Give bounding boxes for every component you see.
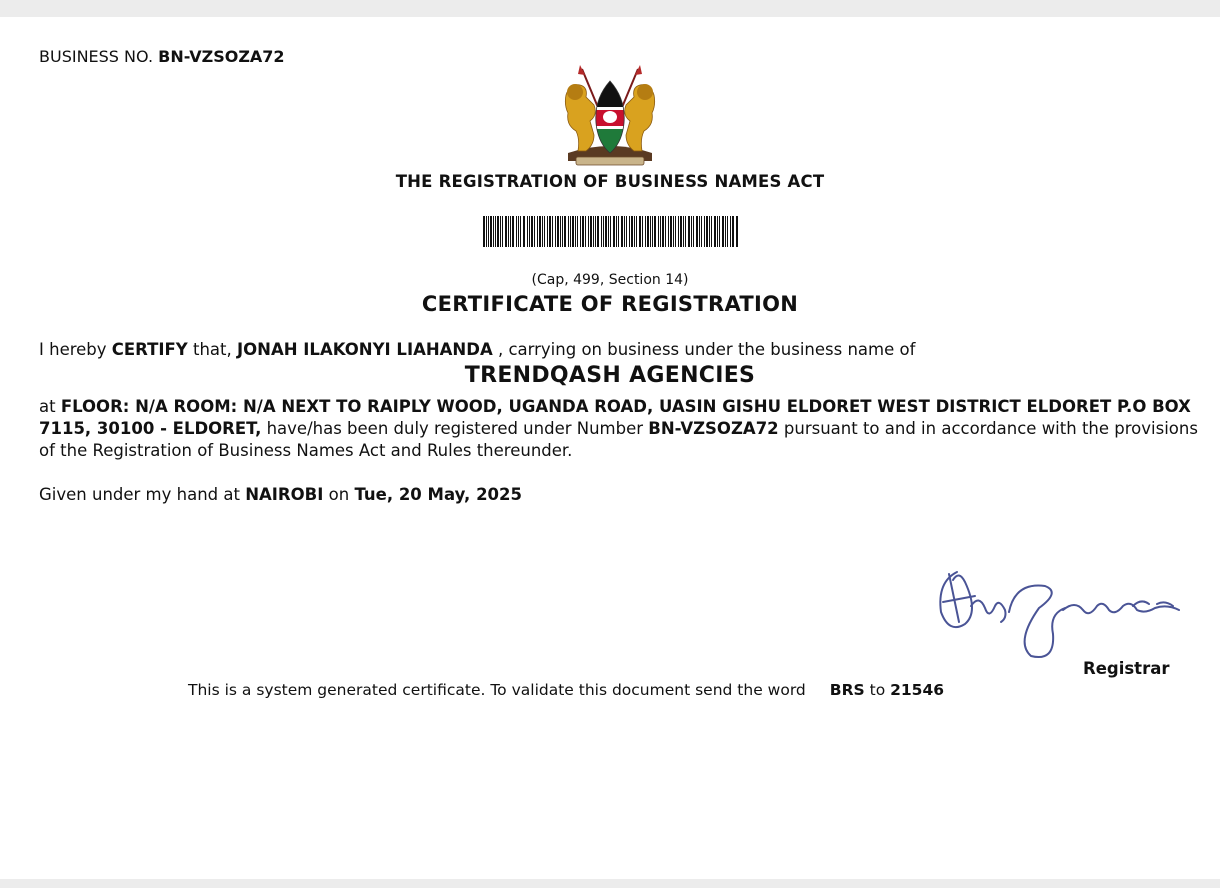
owner-name: JONAH ILAKONYI LIAHANDA xyxy=(237,340,493,359)
business-address: FLOOR: N/A ROOM: N/A NEXT TO RAIPLY WOOD, UGANDA ROAD, UASIN GISHU ELDORET WEST DISTRICT ELDORET P.O BOX 7115, 30100 - ELDORET, xyxy=(39,397,1191,438)
pursuant-text: pursuant to and in accordance with the provisions of the Registration of Business Names Act and Rules thereunder. xyxy=(39,419,1198,460)
certify-keyword: CERTIFY xyxy=(111,340,188,359)
registration-number: BN-VZSOZA72 xyxy=(648,419,779,438)
kenya-coat-of-arms-icon xyxy=(560,65,660,169)
given-under-hand xyxy=(39,485,522,504)
barcode-icon xyxy=(483,216,738,247)
validation-footer xyxy=(188,681,944,699)
validation-text: This is a system generated certificate. To validate this document send the word xyxy=(188,681,806,699)
business-name: TRENDQASH AGENCIES xyxy=(464,363,756,388)
registered-text: have/has been duly registered under Number xyxy=(261,419,649,438)
given-text: Given under my hand at xyxy=(39,485,246,504)
validation-to-text: to xyxy=(864,681,891,699)
business-number-label: BUSINESS NO. xyxy=(39,47,154,66)
issue-date: Tue, 20 May, 2025 xyxy=(354,485,522,504)
validation-shortcode: 21546 xyxy=(890,681,945,699)
cap-reference: (Cap, 499, Section 14) xyxy=(531,272,689,288)
certificate-title: CERTIFICATE OF REGISTRATION xyxy=(421,292,799,316)
carrying-on-text: , carrying on business under the business name of xyxy=(492,340,916,359)
validation-keyword: BRS xyxy=(829,681,865,699)
certify-that-text: that, xyxy=(187,340,237,359)
business-number-value: BN-VZSOZA72 xyxy=(158,47,285,66)
business-number xyxy=(39,47,285,66)
at-text: at xyxy=(39,397,61,416)
certificate-page xyxy=(0,17,1220,879)
act-title: THE REGISTRATION OF BUSINESS NAMES ACT xyxy=(395,172,825,191)
registrar-title: Registrar xyxy=(1083,659,1170,678)
registrar-signature-icon xyxy=(935,562,1185,662)
address-paragraph xyxy=(39,396,1199,462)
on-text: on xyxy=(323,485,355,504)
certify-intro-text: I hereby xyxy=(39,340,112,359)
certify-statement xyxy=(39,340,915,359)
issue-place: NAIROBI xyxy=(245,485,324,504)
